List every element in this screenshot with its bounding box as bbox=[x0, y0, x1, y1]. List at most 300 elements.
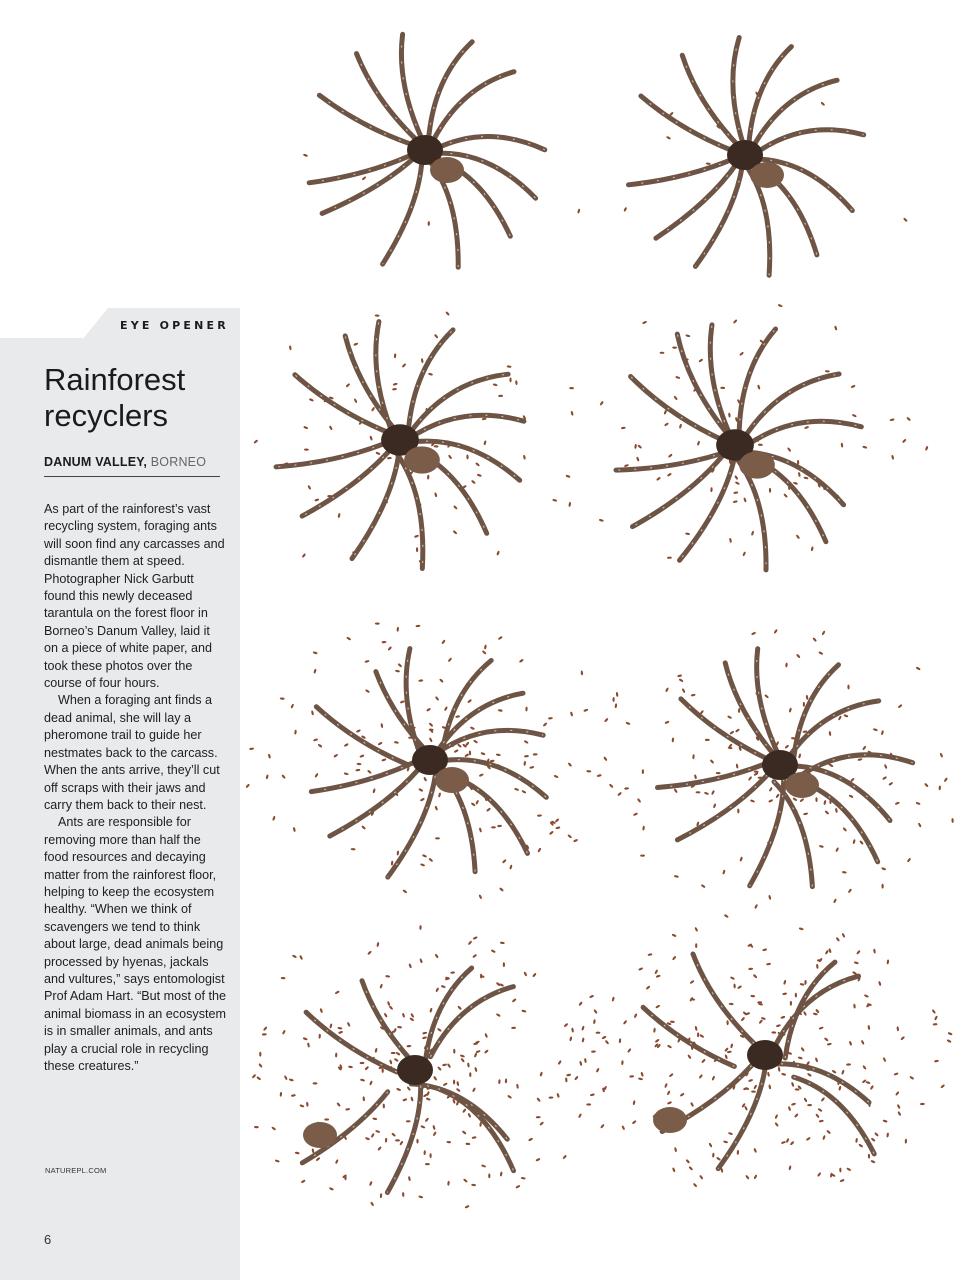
ant bbox=[624, 464, 629, 468]
ant bbox=[728, 1132, 733, 1136]
ant bbox=[769, 488, 771, 493]
spider-leg bbox=[410, 374, 508, 433]
tarantula-photo-3 bbox=[253, 311, 574, 569]
ant bbox=[375, 1130, 380, 1134]
ant bbox=[289, 1078, 294, 1082]
ant bbox=[570, 711, 574, 716]
ant bbox=[523, 761, 526, 766]
ant bbox=[862, 445, 867, 449]
ant bbox=[555, 826, 560, 829]
ant bbox=[907, 858, 912, 863]
ant bbox=[778, 304, 783, 308]
ant bbox=[429, 722, 434, 727]
ant bbox=[280, 697, 285, 700]
ant bbox=[859, 840, 864, 845]
ant bbox=[873, 728, 878, 732]
ant bbox=[693, 1183, 698, 1188]
ant bbox=[462, 1130, 467, 1135]
ant bbox=[295, 1151, 300, 1154]
ant bbox=[640, 855, 645, 857]
spider-leg bbox=[658, 764, 766, 788]
ant bbox=[826, 1130, 831, 1135]
ant bbox=[491, 826, 496, 828]
ant bbox=[688, 1166, 693, 1171]
ant bbox=[612, 697, 614, 702]
ant bbox=[535, 1158, 540, 1162]
ant bbox=[557, 1060, 562, 1065]
ant bbox=[739, 351, 744, 356]
ant bbox=[768, 799, 773, 803]
ant bbox=[419, 958, 423, 963]
ant bbox=[491, 949, 496, 953]
ant bbox=[655, 1004, 660, 1008]
ant bbox=[728, 746, 733, 749]
ant bbox=[394, 1058, 399, 1062]
ant bbox=[472, 954, 477, 959]
ant bbox=[383, 1104, 386, 1109]
spider-abdomen bbox=[739, 451, 775, 478]
ant bbox=[496, 753, 501, 756]
ant bbox=[621, 1060, 624, 1065]
ant bbox=[266, 774, 269, 779]
ant bbox=[654, 969, 658, 974]
ant bbox=[329, 1187, 334, 1191]
ant bbox=[691, 693, 696, 696]
ant bbox=[536, 1116, 541, 1118]
ant bbox=[647, 953, 652, 956]
ant bbox=[727, 715, 732, 719]
location-country: BORNEO bbox=[150, 455, 207, 469]
ant bbox=[396, 850, 399, 855]
ant bbox=[878, 981, 882, 986]
tarantula-photo-1 bbox=[303, 34, 581, 267]
ant bbox=[787, 447, 792, 452]
ant bbox=[672, 346, 677, 348]
ant bbox=[499, 887, 504, 892]
ant bbox=[906, 417, 911, 422]
ant bbox=[447, 1063, 451, 1068]
ant bbox=[768, 1084, 771, 1089]
ant bbox=[803, 1097, 807, 1102]
ant bbox=[806, 695, 809, 700]
ant bbox=[934, 1060, 939, 1063]
ant bbox=[427, 475, 430, 480]
ant bbox=[465, 1143, 470, 1146]
ant bbox=[738, 708, 741, 713]
ant bbox=[364, 660, 369, 663]
ant bbox=[764, 694, 769, 699]
ant bbox=[471, 1184, 476, 1187]
ant bbox=[821, 1097, 826, 1102]
ant bbox=[820, 101, 825, 106]
ant bbox=[579, 1061, 582, 1066]
ant bbox=[453, 1049, 455, 1054]
ant bbox=[467, 1062, 470, 1067]
ant bbox=[471, 802, 476, 807]
ant bbox=[566, 1074, 571, 1077]
ant bbox=[737, 985, 742, 990]
ant bbox=[694, 927, 698, 932]
ant bbox=[591, 1050, 596, 1053]
ant bbox=[507, 1095, 512, 1099]
ant bbox=[685, 532, 690, 535]
spider-abdomen bbox=[404, 446, 440, 473]
ant bbox=[827, 1043, 832, 1046]
ant bbox=[402, 1013, 405, 1018]
ant bbox=[351, 848, 356, 851]
ant bbox=[428, 858, 433, 863]
ant bbox=[841, 933, 845, 938]
ant bbox=[472, 1087, 476, 1092]
ant bbox=[951, 818, 954, 823]
spider-leg bbox=[435, 137, 545, 150]
ant bbox=[420, 1125, 425, 1129]
ant bbox=[884, 764, 888, 769]
ant bbox=[748, 776, 753, 781]
ant bbox=[798, 472, 801, 477]
ant bbox=[698, 358, 703, 362]
ant bbox=[750, 995, 755, 998]
ant bbox=[881, 867, 886, 871]
ant bbox=[862, 1079, 867, 1084]
ant bbox=[457, 1005, 462, 1010]
ant bbox=[609, 783, 614, 788]
ant bbox=[800, 983, 805, 986]
ant bbox=[672, 1167, 676, 1172]
ant bbox=[940, 1084, 945, 1089]
ant bbox=[521, 790, 526, 794]
ant bbox=[806, 1137, 811, 1142]
ant bbox=[438, 792, 441, 797]
ant bbox=[442, 1063, 447, 1066]
spider-leg-band bbox=[749, 47, 792, 146]
ant bbox=[583, 708, 588, 712]
ant bbox=[346, 636, 351, 640]
ant bbox=[426, 707, 431, 712]
ant bbox=[480, 752, 485, 756]
ant bbox=[399, 1140, 403, 1145]
ant bbox=[593, 1019, 596, 1024]
ant bbox=[254, 1126, 259, 1129]
ant bbox=[724, 1054, 728, 1059]
ant bbox=[509, 864, 513, 869]
ant bbox=[766, 963, 771, 966]
ant bbox=[562, 1154, 567, 1159]
ant bbox=[496, 550, 500, 555]
ant bbox=[739, 856, 743, 861]
ant bbox=[729, 1003, 734, 1006]
ant bbox=[475, 462, 480, 467]
ant bbox=[745, 1175, 750, 1180]
spider-leg-band bbox=[431, 987, 514, 1057]
ant bbox=[301, 1179, 306, 1183]
ant bbox=[385, 1138, 388, 1143]
ant bbox=[299, 955, 303, 960]
photo-sequence bbox=[240, 0, 967, 1280]
ant bbox=[781, 1141, 786, 1145]
ant bbox=[881, 730, 884, 735]
spider-abdomen bbox=[435, 767, 469, 793]
ant bbox=[338, 513, 341, 518]
ant bbox=[824, 810, 829, 815]
ant bbox=[883, 1057, 887, 1062]
spider-leg bbox=[431, 987, 514, 1057]
ant bbox=[422, 1031, 427, 1034]
ant bbox=[838, 715, 842, 720]
ant bbox=[511, 1027, 516, 1029]
ant bbox=[932, 1009, 937, 1014]
ant bbox=[333, 753, 338, 758]
ant bbox=[750, 799, 755, 803]
ant bbox=[804, 980, 806, 985]
ant bbox=[705, 739, 710, 741]
ant bbox=[434, 334, 439, 339]
spider-leg bbox=[756, 130, 864, 154]
ant bbox=[846, 1063, 851, 1065]
ant bbox=[744, 1106, 748, 1111]
ant bbox=[905, 1139, 908, 1144]
ant bbox=[376, 942, 379, 947]
ant bbox=[909, 1076, 914, 1080]
ant bbox=[753, 1084, 757, 1089]
ant bbox=[299, 1104, 304, 1108]
ant bbox=[453, 505, 458, 510]
ant bbox=[394, 353, 397, 358]
ant bbox=[447, 657, 452, 662]
ant bbox=[933, 1023, 938, 1026]
ant bbox=[313, 651, 318, 654]
ant bbox=[897, 1111, 901, 1116]
ant bbox=[467, 1113, 471, 1118]
ant bbox=[706, 162, 711, 165]
ant bbox=[380, 723, 383, 728]
ant bbox=[841, 1070, 845, 1075]
ant bbox=[791, 1102, 796, 1105]
ant bbox=[271, 1126, 276, 1131]
ant bbox=[862, 745, 867, 750]
ant bbox=[729, 538, 732, 543]
ant bbox=[888, 782, 893, 787]
ant bbox=[671, 933, 676, 937]
ant bbox=[359, 754, 364, 758]
spider-leg-band bbox=[410, 374, 508, 433]
ant bbox=[807, 1104, 812, 1106]
paragraph: Ants are responsible for removing more than half the food resources and decaying matter from the rainforest floor, helping to keep the ecosystem healthy. “When we think of scavengers we tend to think about large, dead animals being processed by hyenas, jackals and vultures,” says entomologist Prof Adam Hart. “But most of the animal biomass in an ecosystem is in smaller animals, and ants play a crucial role in recycling these creatures.” bbox=[44, 815, 226, 1073]
spider-leg-band bbox=[693, 954, 754, 1043]
ant bbox=[629, 1075, 634, 1078]
ant bbox=[865, 1081, 870, 1085]
ant bbox=[338, 1031, 343, 1035]
ant bbox=[539, 1071, 543, 1076]
spider-leg-band bbox=[744, 374, 839, 438]
ant bbox=[408, 1176, 411, 1181]
ant bbox=[593, 1009, 598, 1014]
ant bbox=[633, 1100, 636, 1105]
ant bbox=[500, 1171, 503, 1176]
ant bbox=[281, 977, 286, 980]
ant bbox=[294, 730, 297, 735]
ant bbox=[281, 774, 286, 779]
ant bbox=[696, 791, 701, 793]
ant bbox=[762, 948, 767, 951]
paragraph: As part of the rainforest’s vast recycling system, foraging ants will soon find any carcasses and dismantle them at speed. Photographer Nick Garbutt found this newly deceased tarantula on the forest floor in Borneo’s Danum Valley, laid it on a piece of white paper, and took these photos over the course of four hours. bbox=[44, 502, 225, 691]
ant bbox=[365, 689, 370, 694]
ant bbox=[482, 417, 487, 420]
spider-abdomen bbox=[653, 1107, 687, 1133]
ant bbox=[578, 1113, 582, 1118]
ant bbox=[711, 790, 715, 795]
ant bbox=[381, 758, 386, 762]
ant bbox=[437, 1028, 442, 1033]
ant bbox=[377, 1146, 382, 1151]
location-region: DANUM VALLEY, bbox=[44, 455, 148, 469]
ant bbox=[674, 1147, 677, 1152]
ant bbox=[521, 1177, 526, 1180]
ant bbox=[475, 800, 479, 805]
ant bbox=[500, 942, 505, 945]
ant bbox=[445, 311, 450, 316]
ant bbox=[819, 845, 824, 848]
ant bbox=[754, 904, 758, 909]
ant bbox=[882, 776, 887, 780]
ant bbox=[262, 1033, 267, 1036]
ant bbox=[259, 1052, 261, 1057]
ant bbox=[549, 1096, 554, 1098]
ant bbox=[664, 422, 669, 427]
ant bbox=[578, 1001, 583, 1006]
ant bbox=[565, 1077, 568, 1082]
ant bbox=[694, 1026, 697, 1031]
ant bbox=[362, 1096, 365, 1101]
ant bbox=[428, 372, 433, 375]
ant bbox=[667, 556, 672, 558]
ant bbox=[311, 710, 314, 715]
spider-leg bbox=[322, 156, 417, 214]
ant bbox=[834, 325, 838, 330]
ant bbox=[396, 627, 399, 632]
ant bbox=[272, 816, 276, 821]
ant bbox=[813, 1012, 818, 1015]
ant bbox=[625, 721, 630, 725]
ant bbox=[419, 925, 421, 930]
spider-leg bbox=[725, 663, 777, 758]
ant bbox=[730, 1043, 733, 1048]
ant bbox=[498, 395, 503, 397]
ant bbox=[757, 384, 761, 389]
ant bbox=[361, 176, 366, 181]
ant bbox=[831, 1069, 836, 1074]
spider-leg-band bbox=[752, 80, 837, 148]
ant bbox=[415, 625, 420, 628]
ant bbox=[637, 798, 642, 803]
ant bbox=[605, 1040, 610, 1045]
ant bbox=[799, 798, 804, 803]
ant bbox=[479, 773, 484, 777]
ant bbox=[939, 753, 943, 758]
ant bbox=[675, 376, 680, 380]
ant bbox=[434, 445, 439, 448]
ant bbox=[646, 985, 651, 990]
ant bbox=[498, 709, 503, 712]
ant bbox=[375, 451, 380, 455]
ant bbox=[374, 1048, 377, 1053]
tarantula-photo-6 bbox=[603, 629, 954, 909]
ant bbox=[519, 658, 524, 663]
spider-leg bbox=[752, 80, 837, 148]
ant bbox=[372, 1117, 377, 1120]
ant bbox=[429, 1008, 433, 1013]
ant bbox=[886, 1132, 889, 1137]
title-line-2: recyclers bbox=[44, 398, 169, 433]
ant bbox=[857, 758, 862, 761]
ant bbox=[623, 207, 627, 212]
ant bbox=[496, 1013, 501, 1017]
ant bbox=[245, 783, 250, 788]
ant bbox=[776, 1024, 781, 1027]
ant bbox=[416, 1139, 418, 1144]
title-line-1: Rainforest bbox=[44, 362, 186, 397]
ant bbox=[716, 1156, 721, 1161]
ant bbox=[735, 728, 740, 733]
ant bbox=[433, 1076, 437, 1081]
ant bbox=[523, 455, 526, 460]
ant bbox=[426, 1097, 431, 1101]
ant bbox=[796, 534, 801, 539]
ant bbox=[389, 1005, 394, 1010]
ant bbox=[456, 1081, 459, 1086]
spider-leg-band bbox=[718, 1067, 765, 1168]
ant bbox=[369, 435, 373, 440]
ant bbox=[775, 793, 780, 798]
ant bbox=[498, 636, 503, 641]
ant bbox=[753, 974, 758, 979]
spider-leg-band bbox=[785, 962, 835, 1058]
ant bbox=[716, 772, 721, 774]
ant bbox=[890, 418, 895, 421]
spider-leg-band bbox=[345, 336, 400, 436]
ant bbox=[393, 382, 398, 386]
ant bbox=[533, 753, 538, 756]
ant bbox=[329, 1023, 332, 1028]
page-number: 6 bbox=[44, 1232, 52, 1247]
ant bbox=[581, 1037, 584, 1042]
ant bbox=[638, 967, 643, 971]
ant bbox=[280, 1092, 283, 1097]
ant bbox=[621, 426, 626, 429]
ant bbox=[704, 792, 709, 796]
ant bbox=[616, 692, 619, 697]
ant bbox=[528, 1137, 533, 1141]
ant bbox=[369, 1080, 373, 1085]
ant bbox=[670, 1021, 675, 1024]
ant bbox=[474, 1052, 478, 1057]
ant bbox=[569, 387, 574, 389]
ant bbox=[372, 788, 375, 793]
ant bbox=[410, 1096, 414, 1101]
ant bbox=[642, 321, 647, 325]
ant bbox=[420, 863, 425, 867]
ant bbox=[819, 1120, 824, 1123]
spider-cephalothorax bbox=[747, 1040, 783, 1070]
ant bbox=[567, 762, 572, 767]
ant bbox=[664, 1083, 668, 1088]
ant bbox=[711, 1076, 715, 1081]
ant bbox=[868, 1154, 870, 1159]
ant bbox=[761, 1017, 766, 1021]
ant bbox=[848, 888, 853, 893]
spider-leg-band bbox=[725, 663, 777, 758]
ant bbox=[387, 457, 392, 460]
